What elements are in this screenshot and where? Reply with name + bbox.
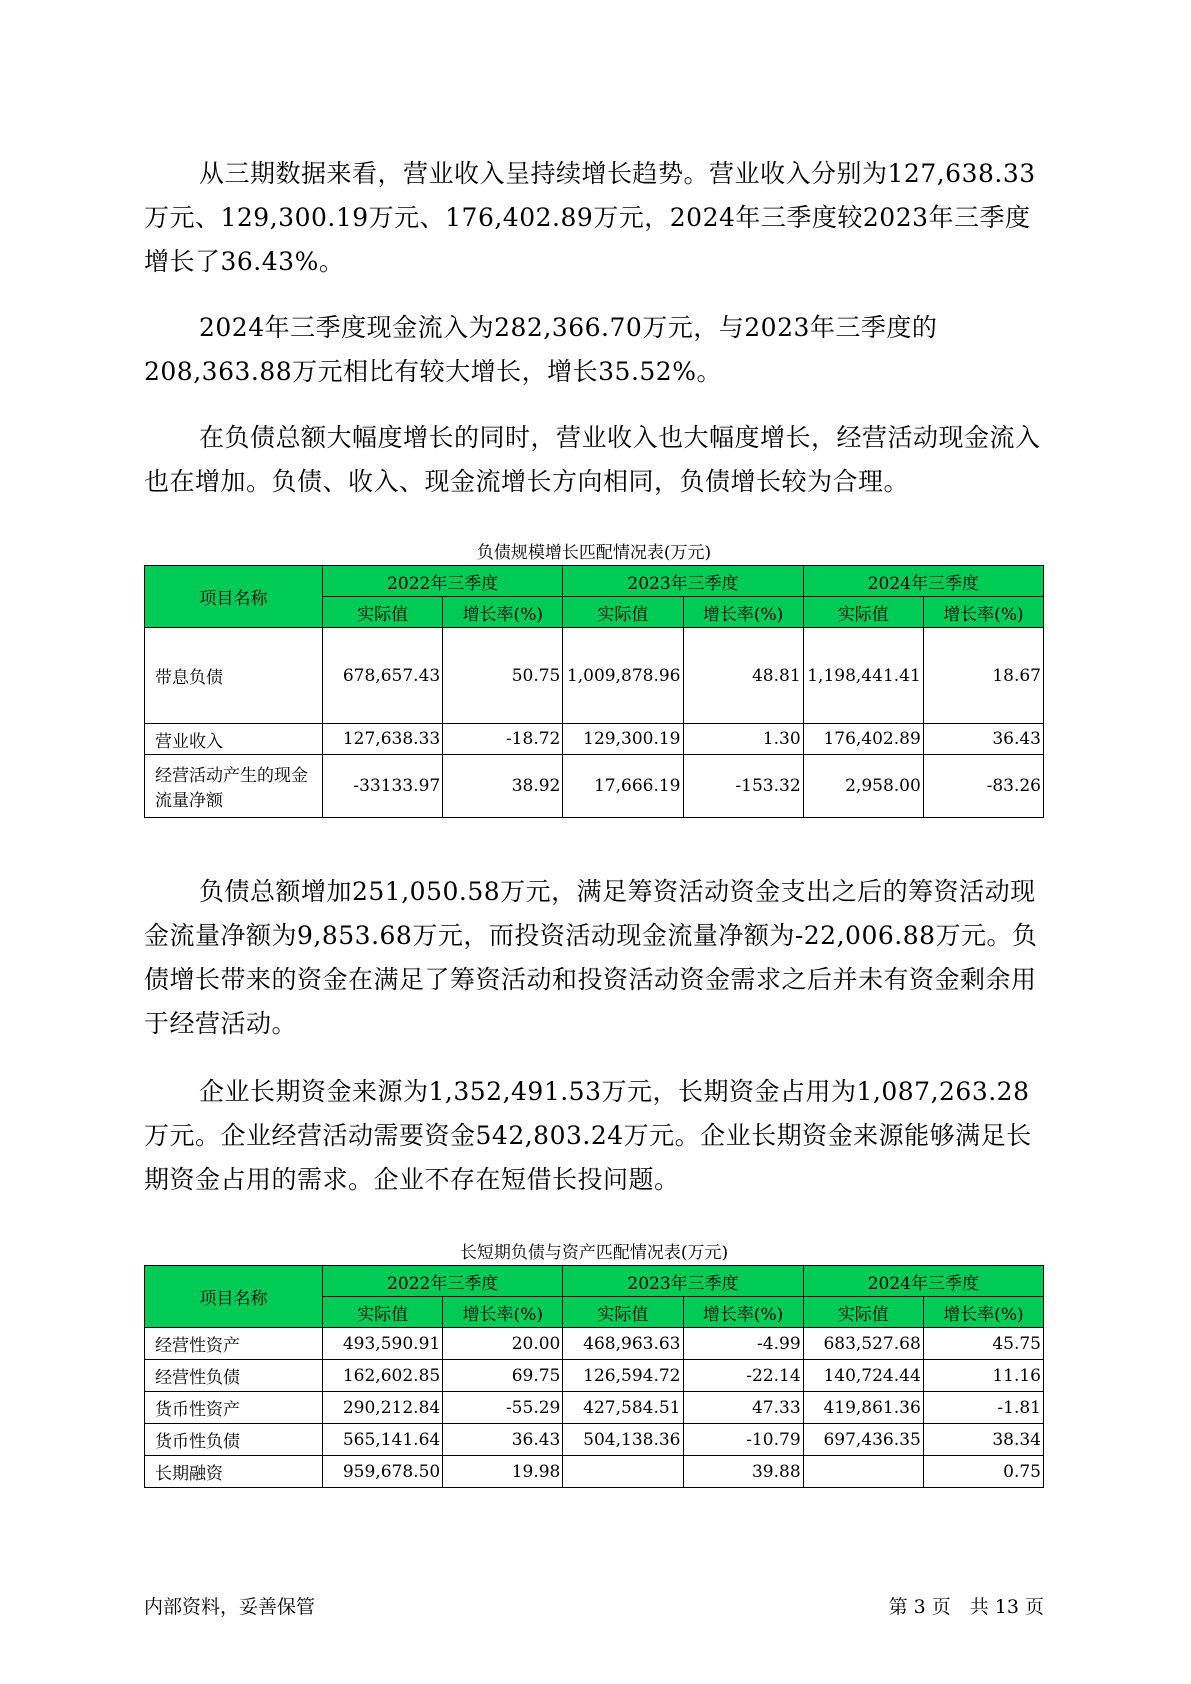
cell-value: 11.16 xyxy=(923,1360,1043,1392)
header-period-2022: 2022年三季度 xyxy=(323,1266,563,1297)
cell-value: 290,212.84 xyxy=(323,1392,443,1424)
cell-value: 176,402.89 xyxy=(803,724,923,755)
cell-value: 17,666.19 xyxy=(563,755,683,818)
cell-value: 38.92 xyxy=(443,755,563,818)
paragraph-revenue-trend: 从三期数据来看，营业收入呈持续增长趋势。营业收入分别为127,638.33万元、129,300.19万元、176,402.89万元，2024年三季度较2023年三季度增长了36.43%。 xyxy=(144,159,1036,276)
cell-value: 36.43 xyxy=(923,724,1043,755)
footer-confidential: 内部资料，妥善保管 xyxy=(144,1596,316,1618)
cell-value: 959,678.50 xyxy=(323,1456,443,1488)
cell-value: 39.88 xyxy=(683,1456,803,1488)
debt-growth-match-table xyxy=(144,565,1044,818)
row-label: 经营活动产生的现金流量净额 xyxy=(145,755,323,818)
cell-value xyxy=(563,1456,683,1488)
cell-value: -18.72 xyxy=(443,724,563,755)
cell-value: 697,436.35 xyxy=(803,1424,923,1456)
cell-value: -4.99 xyxy=(683,1328,803,1360)
cell-value: 683,527.68 xyxy=(803,1328,923,1360)
header-actual: 实际值 xyxy=(563,597,683,628)
header-actual: 实际值 xyxy=(563,1297,683,1328)
cell-value: 19.98 xyxy=(443,1456,563,1488)
cell-value: 504,138.36 xyxy=(563,1424,683,1456)
header-growth: 增长率(%) xyxy=(923,597,1043,628)
header-growth: 增长率(%) xyxy=(683,1297,803,1328)
header-growth: 增长率(%) xyxy=(443,1297,563,1328)
header-actual: 实际值 xyxy=(803,1297,923,1328)
header-period-2024: 2024年三季度 xyxy=(803,566,1043,597)
table2-caption: 长短期负债与资产匹配情况表(万元) xyxy=(459,1243,729,1263)
cell-value: 0.75 xyxy=(923,1456,1043,1488)
cell-value: 126,594.72 xyxy=(563,1360,683,1392)
cell-value: 678,657.43 xyxy=(323,628,443,724)
debt-asset-match-table xyxy=(144,1265,1044,1488)
table-row xyxy=(145,1328,1044,1360)
table-row xyxy=(145,755,1044,818)
row-label: 长期融资 xyxy=(145,1456,323,1488)
cell-value: 565,141.64 xyxy=(323,1424,443,1456)
row-label: 经营性资产 xyxy=(145,1328,323,1360)
cell-value: 47.33 xyxy=(683,1392,803,1424)
table1-caption: 负债规模增长匹配情况表(万元) xyxy=(476,543,712,563)
cell-value: 1.30 xyxy=(683,724,803,755)
header-actual: 实际值 xyxy=(803,597,923,628)
cell-value: 2,958.00 xyxy=(803,755,923,818)
cell-value: 140,724.44 xyxy=(803,1360,923,1392)
cell-value: 36.43 xyxy=(443,1424,563,1456)
cell-value: -33133.97 xyxy=(323,755,443,818)
header-period-2023: 2023年三季度 xyxy=(563,566,803,597)
header-item-name: 项目名称 xyxy=(145,566,323,628)
table-row xyxy=(145,628,1044,724)
cell-value: -10.79 xyxy=(683,1424,803,1456)
cell-value: 468,963.63 xyxy=(563,1328,683,1360)
table-row xyxy=(145,1392,1044,1424)
cell-value: 427,584.51 xyxy=(563,1392,683,1424)
row-label: 经营性负债 xyxy=(145,1360,323,1392)
header-growth: 增长率(%) xyxy=(923,1297,1043,1328)
cell-value: 45.75 xyxy=(923,1328,1043,1360)
cell-value: 48.81 xyxy=(683,628,803,724)
paragraph-debt-growth-reasonable: 在负债总额大幅度增长的同时，营业收入也大幅度增长，经营活动现金流入也在增加。负债、收入、现金流增长方向相同，负债增长较为合理。 xyxy=(144,423,1041,496)
header-period-2024: 2024年三季度 xyxy=(803,1266,1043,1297)
cell-value: 127,638.33 xyxy=(323,724,443,755)
cell-value: -55.29 xyxy=(443,1392,563,1424)
cell-value: 493,590.91 xyxy=(323,1328,443,1360)
table-row xyxy=(145,724,1044,755)
cell-value: 18.67 xyxy=(923,628,1043,724)
cell-value: 419,861.36 xyxy=(803,1392,923,1424)
header-actual: 实际值 xyxy=(323,597,443,628)
paragraph-long-term-funds: 企业长期资金来源为1,352,491.53万元，长期资金占用为1,087,263.28万元。企业经营活动需要资金542,803.24万元。企业长期资金来源能够满足长期资金占用的需求。企业不存在短借长投问题。 xyxy=(144,1077,1032,1194)
header-item-name: 项目名称 xyxy=(145,1266,323,1328)
cell-value xyxy=(803,1456,923,1488)
paragraph-cash-inflow: 2024年三季度现金流入为282,366.70万元，与2023年三季度的208,363.88万元相比有较大增长，增长35.52%。 xyxy=(144,313,938,386)
footer-page-number: 第 3 页 共 13 页 xyxy=(888,1596,1044,1618)
cell-value: -1.81 xyxy=(923,1392,1043,1424)
row-label: 营业收入 xyxy=(145,724,323,755)
header-growth: 增长率(%) xyxy=(683,597,803,628)
cell-value: 50.75 xyxy=(443,628,563,724)
header-actual: 实际值 xyxy=(323,1297,443,1328)
cell-value: 129,300.19 xyxy=(563,724,683,755)
table-row xyxy=(145,1424,1044,1456)
cell-value: 20.00 xyxy=(443,1328,563,1360)
cell-value: 38.34 xyxy=(923,1424,1043,1456)
header-growth: 增长率(%) xyxy=(443,597,563,628)
header-period-2022: 2022年三季度 xyxy=(323,566,563,597)
cell-value: 1,009,878.96 xyxy=(563,628,683,724)
row-label: 货币性资产 xyxy=(145,1392,323,1424)
cell-value: 162,602.85 xyxy=(323,1360,443,1392)
cell-value: -22.14 xyxy=(683,1360,803,1392)
row-label: 货币性负债 xyxy=(145,1424,323,1456)
cell-value: -153.32 xyxy=(683,755,803,818)
table-row xyxy=(145,1360,1044,1392)
header-period-2023: 2023年三季度 xyxy=(563,1266,803,1297)
cell-value: 1,198,441.41 xyxy=(803,628,923,724)
cell-value: 69.75 xyxy=(443,1360,563,1392)
row-label: 带息负债 xyxy=(145,628,323,724)
cell-value: -83.26 xyxy=(923,755,1043,818)
table-row xyxy=(145,1456,1044,1488)
paragraph-debt-funds-usage: 负债总额增加251,050.58万元，满足筹资活动资金支出之后的筹资活动现金流量净额为9,853.68万元，而投资活动现金流量净额为-22,006.88万元。负债增长带来的资金在满足了筹资活动和投资活动资金需求之后并未有资金剩余用于经营活动。 xyxy=(144,877,1038,1038)
